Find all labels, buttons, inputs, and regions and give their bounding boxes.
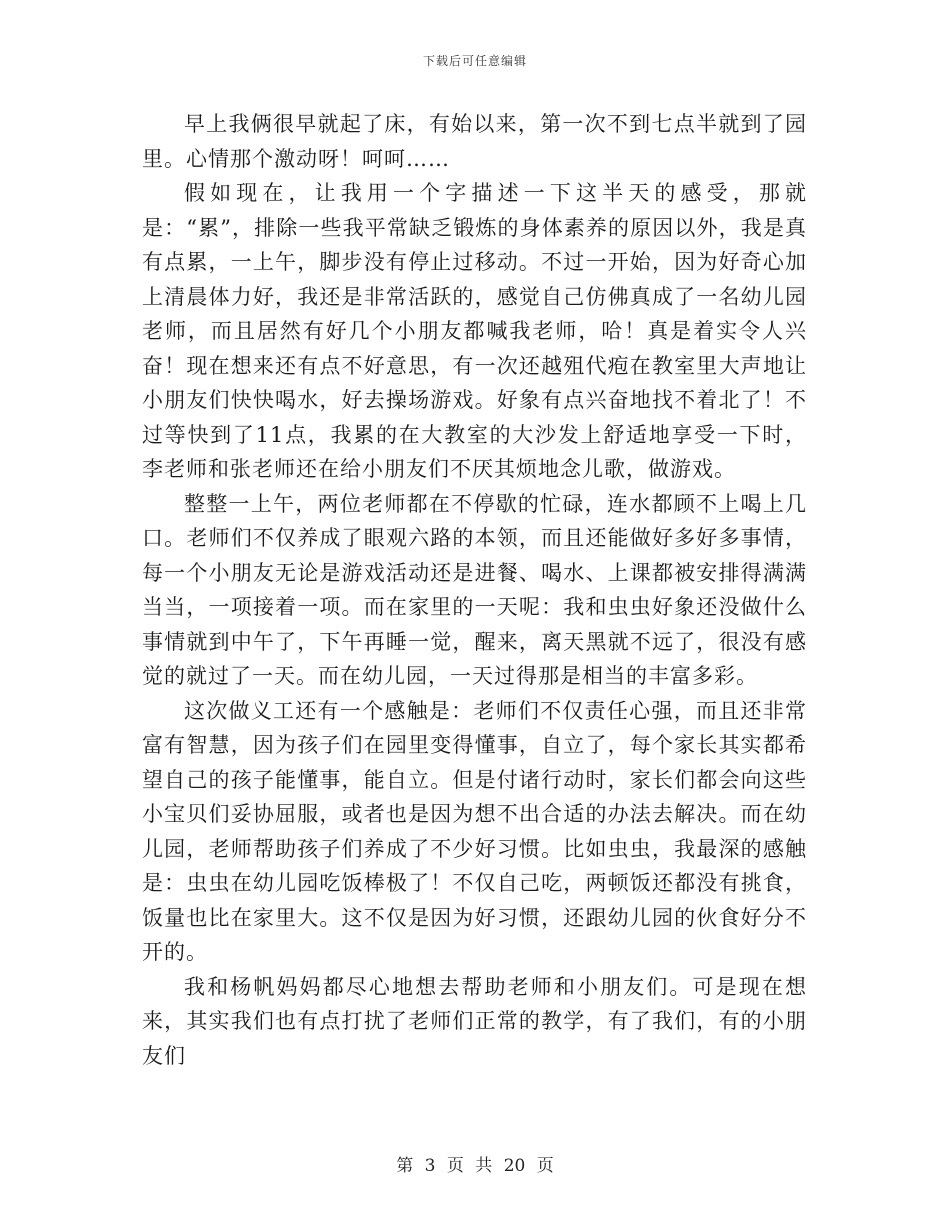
page-header: 下载后可任意编辑 — [422, 54, 527, 68]
paragraph-4: 这次做义工还有一个感触是：老师们不仅责任心强，而且还非常富有智慧，因为孩子们在园里变得懂事，自立了，每个家长其实都希望自己的孩子能懂事，能自立。但是付诸行动时，家长们都会向这些小宝贝们妥协屈服，或者也是因为想不出合适的办法去解决。而在幼儿园，老师帮助孩子们养成了不少好习惯。比如虫虫，我最深的感触是：虫虫在幼儿园吃饭棒极了！不仅自己吃，两顿饭还都没有挑食，饭量也比在家里大。这不仅是因为好习惯，还跟幼儿园的伙食好分不开的。 — [142, 698, 807, 964]
paragraph-2: 假如现在，让我用一个字描述一下这半天的感受，那就是：“累”，排除一些我平常缺乏锻炼的身体素养的原因以外，我是真有点累，一上午，脚步没有停止过移动。不过一开始，因为好奇心加上清晨体力好，我还是非常活跃的，感觉自己仿佛真成了一名幼儿园老师，而且居然有好几个小朋友都喊我老师，哈！真是着实令人兴奋！现在想来还有点不好意思，有一次还越殂代疱在教室里大声地让小朋友们快快喝水，好去操场游戏。好象有点兴奋地找不着北了！不过等快到了11点，我累的在大教室的大沙发上舒适地享受一下时，李老师和张老师还在给小朋友们不厌其烦地念儿歌，做游戏。 — [142, 181, 807, 481]
paragraph-1: 早上我俩很早就起了床，有始以来，第一次不到七点半就到了园里。心情那个激动呀！呵呵…… — [142, 112, 807, 171]
page-number-footer: 第 3 页 共 20 页 — [396, 1156, 554, 1176]
paragraph-3: 整整一上午，两位老师都在不停歇的忙碌，连水都顾不上喝上几口。老师们不仅养成了眼观六路的本领，而且还能做好多好多事情，每一个小朋友无论是游戏活动还是进餐、喝水、上课都被安排得满满当当，一项接着一项。而在家里的一天呢：我和虫虫好象还没做什么事情就到中午了，下午再睡一觉，醒来，离天黑就不远了，很没有感觉的就过了一天。而在幼儿园，一天过得那是相当的丰富多彩。 — [142, 491, 807, 688]
paragraph-5: 我和杨帆妈妈都尽心地想去帮助老师和小朋友们。可是现在想来，其实我们也有点打扰了老师们正常的教学，有了我们，有的小朋友们 — [142, 974, 807, 1068]
document-body — [142, 107, 807, 1073]
